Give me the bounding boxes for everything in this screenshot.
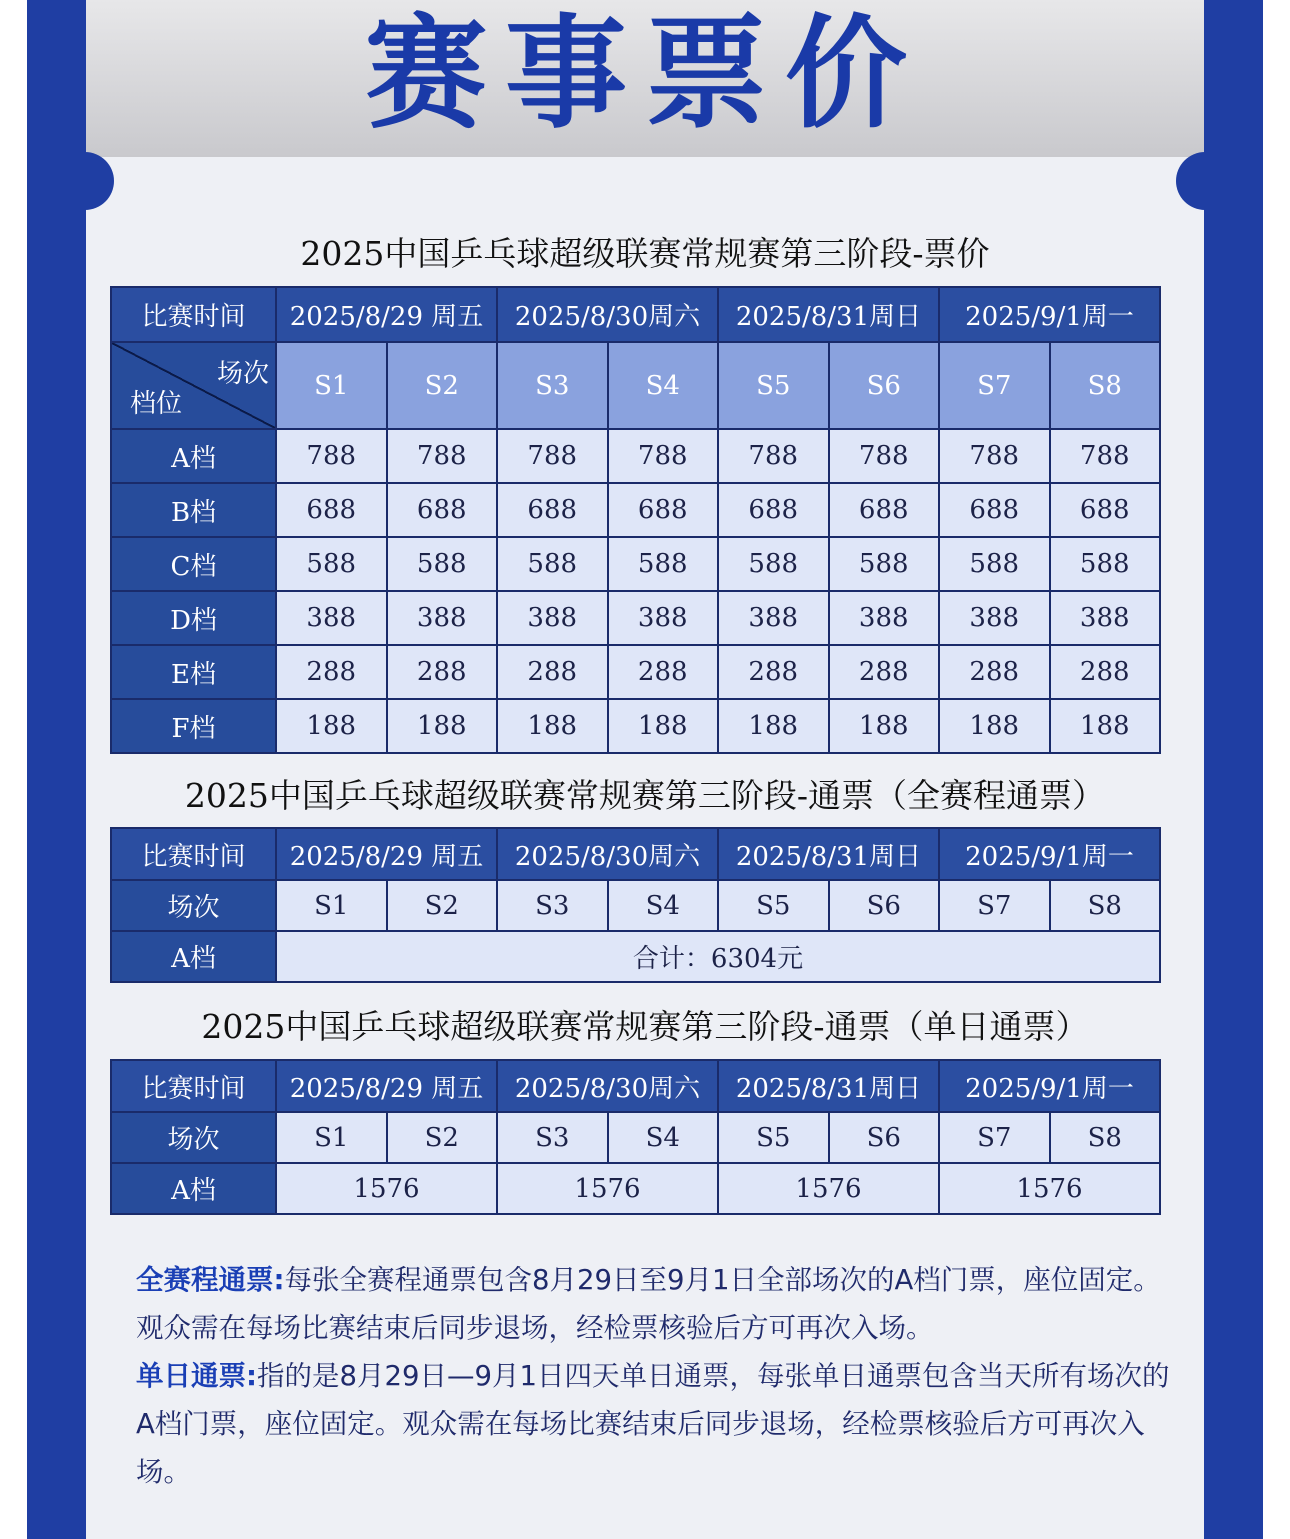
time-label: 比赛时间 [111,287,276,342]
session-cell: S8 [1050,880,1161,931]
price-row [111,483,1160,537]
price-cell: 388 [1050,591,1161,645]
session-row [111,880,1160,931]
date-cell: 2025/8/30周六 [497,1060,718,1112]
time-label: 比赛时间 [111,828,276,880]
session-cell: S1 [276,342,387,429]
grade-cell: B档 [111,483,276,537]
grade-cell: D档 [111,591,276,645]
price-cell: 788 [497,429,608,483]
price-cell: 688 [939,483,1050,537]
day-price-cell: 1576 [939,1163,1160,1214]
grade-cell: C档 [111,537,276,591]
single-ticket-title: 2025中国乒乓球超级联赛常规赛第三阶段-票价 [300,234,990,273]
price-cell: 688 [387,483,498,537]
price-cell: 388 [829,591,940,645]
price-cell: 688 [718,483,829,537]
price-row [111,699,1160,753]
day-pass-note [136,1352,1176,1496]
grade-cell: F档 [111,699,276,753]
price-cell: 288 [718,645,829,699]
session-row [111,1112,1160,1163]
day-pass-table [110,1059,1161,1215]
date-row [111,828,1160,880]
session-cell: S6 [829,880,940,931]
price-cell: 288 [939,645,1050,699]
price-cell: 388 [497,591,608,645]
session-cell: S7 [939,880,1050,931]
session-cell: S2 [387,342,498,429]
day-pass-note-label: 单日通票: [136,1360,257,1392]
price-cell: 788 [387,429,498,483]
session-cell: S1 [276,880,387,931]
total-price-cell: 合计：6304元 [276,931,1160,982]
session-cell: S6 [829,342,940,429]
single-ticket-table [110,286,1161,754]
full-pass-table [110,827,1161,983]
total-row [111,931,1160,982]
price-row [111,429,1160,483]
session-cell: S5 [718,1112,829,1163]
day-price-cell: 1576 [276,1163,497,1214]
price-row [111,591,1160,645]
session-cell: S1 [276,1112,387,1163]
session-cell: S3 [497,342,608,429]
session-cell: S4 [608,342,719,429]
price-cell: 188 [276,699,387,753]
date-cell: 2025/8/31周日 [718,828,939,880]
price-cell: 588 [276,537,387,591]
price-cell: 288 [608,645,719,699]
grade-label: 档位 [130,389,183,419]
price-cell: 388 [387,591,498,645]
full-pass-title: 2025中国乒乓球超级联赛常规赛第三阶段-通票（全赛程通票） [184,776,1106,815]
price-cell: 388 [718,591,829,645]
date-cell: 2025/8/31周日 [718,287,939,342]
day-price-row [111,1163,1160,1214]
session-label: 场次 [216,359,269,389]
price-cell: 188 [829,699,940,753]
price-cell: 588 [939,537,1050,591]
session-cell: S5 [718,880,829,931]
price-cell: 288 [387,645,498,699]
price-cell: 688 [1050,483,1161,537]
price-cell: 388 [276,591,387,645]
grade-cell: A档 [111,1163,276,1214]
price-cell: 188 [718,699,829,753]
session-cell: S2 [387,1112,498,1163]
diagonal-header [111,342,276,429]
date-cell: 2025/8/29 周五 [276,287,497,342]
price-cell: 688 [497,483,608,537]
session-cell: S4 [608,1112,719,1163]
price-cell: 588 [608,537,719,591]
price-cell: 788 [718,429,829,483]
grade-cell: A档 [111,931,276,982]
grade-cell: E档 [111,645,276,699]
price-cell: 188 [608,699,719,753]
session-cell: S3 [497,1112,608,1163]
date-cell: 2025/8/30周六 [497,828,718,880]
price-cell: 288 [497,645,608,699]
day-price-cell: 1576 [497,1163,718,1214]
price-cell: 188 [497,699,608,753]
price-cell: 188 [1050,699,1161,753]
price-cell: 288 [276,645,387,699]
price-cell: 788 [276,429,387,483]
price-cell: 788 [829,429,940,483]
price-cell: 188 [387,699,498,753]
price-cell: 588 [1050,537,1161,591]
price-cell: 788 [608,429,719,483]
page-title: 赛事票价 [365,3,925,145]
session-cell: S8 [1050,342,1161,429]
session-cell: S3 [497,880,608,931]
price-cell: 288 [1050,645,1161,699]
price-cell: 788 [939,429,1050,483]
session-label: 场次 [111,880,276,931]
time-label: 比赛时间 [111,1060,276,1112]
date-cell: 2025/8/30周六 [497,287,718,342]
notes [136,1256,1176,1496]
price-cell: 288 [829,645,940,699]
day-price-cell: 1576 [718,1163,939,1214]
price-row [111,537,1160,591]
date-cell: 2025/9/1周一 [939,828,1160,880]
price-cell: 388 [608,591,719,645]
day-pass-title: 2025中国乒乓球超级联赛常规赛第三阶段-通票（单日通票） [201,1007,1089,1046]
price-cell: 188 [939,699,1050,753]
date-row [111,1060,1160,1112]
session-cell: S6 [829,1112,940,1163]
full-pass-note-text: 每张全赛程通票包含8月29日至9月1日全部场次的A档门票，座位固定。观众需在每场比赛结束后同步退场，经检票核验后方可再次入场。 [136,1264,1161,1344]
day-pass-note-text: 指的是8月29日—9月1日四天单日通票，每张单日通票包含当天所有场次的A档门票，座位固定。观众需在每场比赛结束后同步退场，经检票核验后方可再次入场。 [136,1360,1170,1488]
price-cell: 388 [939,591,1050,645]
price-cell: 588 [718,537,829,591]
price-cell: 688 [608,483,719,537]
date-cell: 2025/8/29 周五 [276,1060,497,1112]
date-row [111,287,1160,342]
price-cell: 688 [276,483,387,537]
full-pass-note-label: 全赛程通票: [136,1264,285,1296]
price-cell: 588 [387,537,498,591]
date-cell: 2025/9/1周一 [939,287,1160,342]
session-cell: S7 [939,1112,1050,1163]
price-cell: 788 [1050,429,1161,483]
session-cell: S4 [608,880,719,931]
price-row [111,645,1160,699]
session-cell: S7 [939,342,1050,429]
session-cell: S2 [387,880,498,931]
session-cell: S8 [1050,1112,1161,1163]
session-row [111,342,1160,429]
full-pass-note [136,1256,1176,1352]
grade-cell: A档 [111,429,276,483]
price-cell: 588 [829,537,940,591]
date-cell: 2025/8/29 周五 [276,828,497,880]
session-cell: S5 [718,342,829,429]
date-cell: 2025/9/1周一 [939,1060,1160,1112]
price-cell: 688 [829,483,940,537]
session-label: 场次 [111,1112,276,1163]
date-cell: 2025/8/31周日 [718,1060,939,1112]
price-cell: 588 [497,537,608,591]
